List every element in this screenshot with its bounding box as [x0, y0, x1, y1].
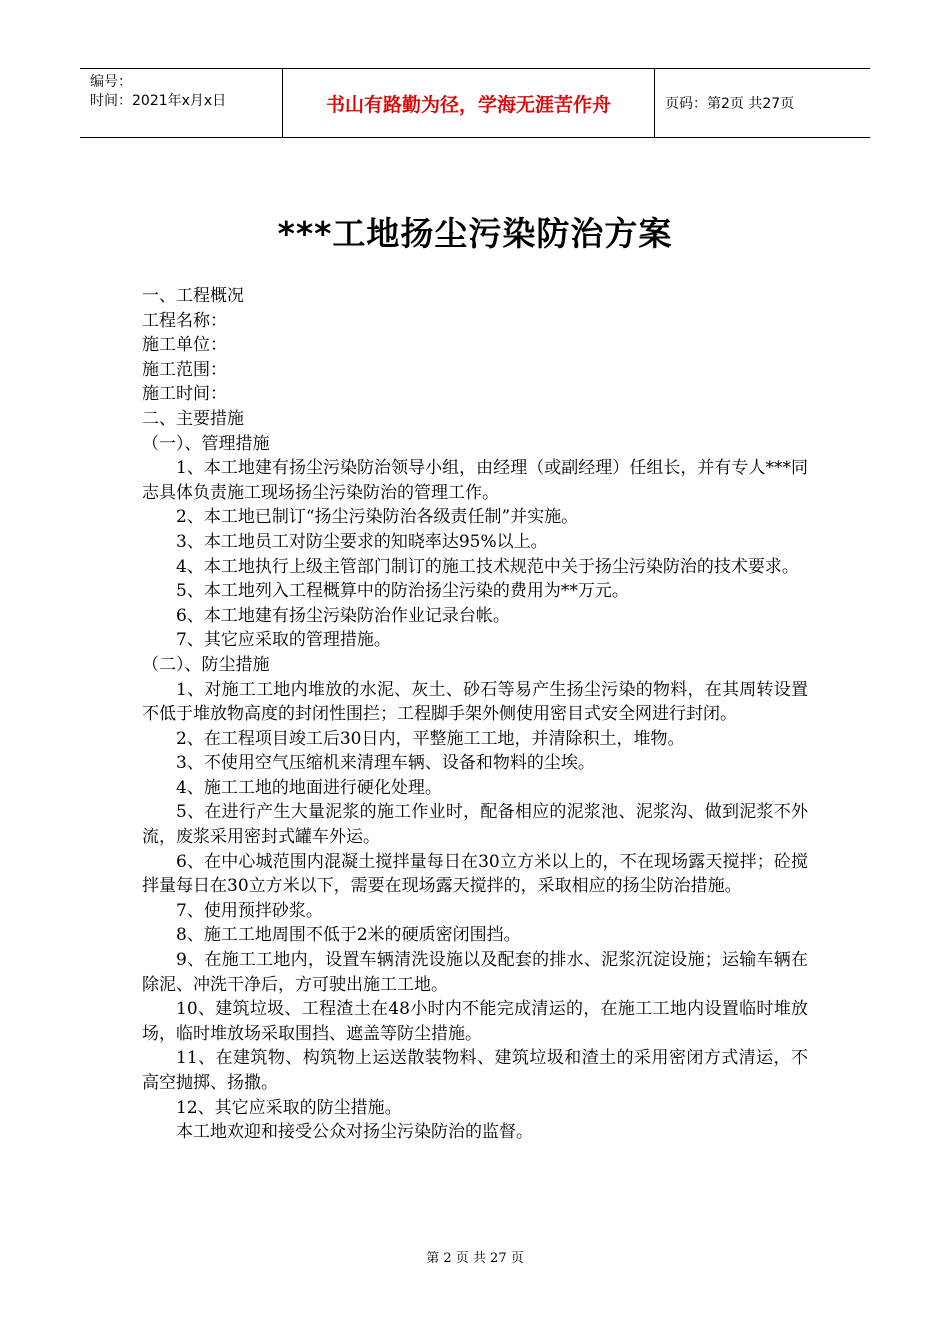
paragraph: 本工地欢迎和接受公众对扬尘污染防治的监督。	[176, 1122, 533, 1143]
paragraph: 5、在进行产生大量泥浆的施工作业时，配备相应的泥浆池、泥浆沟、做到泥浆不外流，废浆采用密封式罐车外运。	[142, 802, 808, 848]
paragraph: 6、本工地建有扬尘污染防治作业记录台帐。	[176, 605, 510, 626]
paragraph: 7、使用预拌砂浆。	[176, 900, 323, 921]
page-header	[80, 68, 870, 138]
paragraph: 11、在建筑物、构筑物上运送散装物料、建筑垃圾和渣土的采用密闭方式清运，不高空抛掷、扬撒。	[142, 1048, 808, 1093]
paragraph: （一）、管理措施	[142, 433, 270, 454]
paragraph: 3、不使用空气压缩机来清理车辆、设备和物料的尘埃。	[176, 753, 595, 774]
paragraph: 4、施工工地的地面进行硬化处理。	[176, 777, 442, 798]
paragraph: 2、本工地已制订“扬尘污染防治各级责任制”并实施。	[176, 507, 579, 528]
paragraph: 4、本工地执行上级主管部门制订的施工技术规范中关于扬尘污染防治的技术要求。	[176, 556, 799, 577]
paragraph: 5、本工地列入工程概算中的防治扬尘污染的费用为**万元。	[176, 581, 629, 602]
paragraph: 10、建筑垃圾、工程渣土在48小时内不能完成清运的，在施工工地内设置临时堆放场，临时堆放场采取围挡、遮盖等防尘措施。	[142, 999, 808, 1044]
paragraph: 3、本工地员工对防尘要求的知晓率达95%以上。	[176, 531, 548, 552]
number-label: 编号：	[90, 74, 132, 90]
paragraph: 6、在中心城范围内混凝土搅拌量每日在30立方米以上的，不在现场露天搅拌；砼搅拌量每日在30立方米以下，需要在现场露天搅拌的，采取相应的扬尘防治措施。	[142, 851, 808, 897]
paragraph: 7、其它应采取的管理措施。	[176, 630, 391, 651]
paragraph: 工程名称：	[142, 310, 227, 331]
paragraph: 施工单位：	[142, 335, 227, 356]
paragraph: 9、在施工工地内，设置车辆清洗设施以及配套的排水、泥浆沉淀设施；运输车辆在除泥、冲洗干净后，方可驶出施工工地。	[142, 950, 808, 995]
header-page-info: 页码：第2页 共27页	[665, 96, 795, 112]
paragraph: 8、施工工地周围不低于2米的硬质密闭围挡。	[176, 925, 521, 946]
time-label: 时间：2021年x月x日	[90, 93, 227, 109]
paragraph: 2、在工程项目竣工后30日内，平整施工工地，并清除积土，堆物。	[176, 728, 685, 749]
paragraph: 施工时间：	[142, 384, 227, 405]
paragraph: 二、主要措施	[142, 408, 244, 429]
paragraph: （二）、防尘措施	[142, 654, 270, 675]
document-title: ***工地扬尘污染防治方案	[277, 214, 673, 253]
header-meta	[80, 69, 282, 137]
paragraph: 一、工程概况	[142, 286, 244, 306]
page-footer: 第 2 页 共 27 页	[426, 1251, 524, 1266]
paragraph: 1、对施工工地内堆放的水泥、灰土、砂石等易产生扬尘污染的物料，在其周转设置不低于堆放物高度的封闭性围拦；工程脚手架外侧使用密目式安全网进行封闭。	[142, 679, 808, 725]
paragraph: 1、本工地建有扬尘污染防治领导小组，由经理（或副经理）任组长，并有专人***同志具体负责施工现场扬尘污染防治的管理工作。	[142, 458, 808, 503]
paragraph: 施工范围：	[142, 359, 227, 380]
paragraph: 12、其它应采取的防尘措施。	[176, 1097, 402, 1118]
document-body	[142, 284, 808, 1145]
header-motto: 书山有路勤为径，学海无涯苦作舟	[282, 69, 655, 137]
